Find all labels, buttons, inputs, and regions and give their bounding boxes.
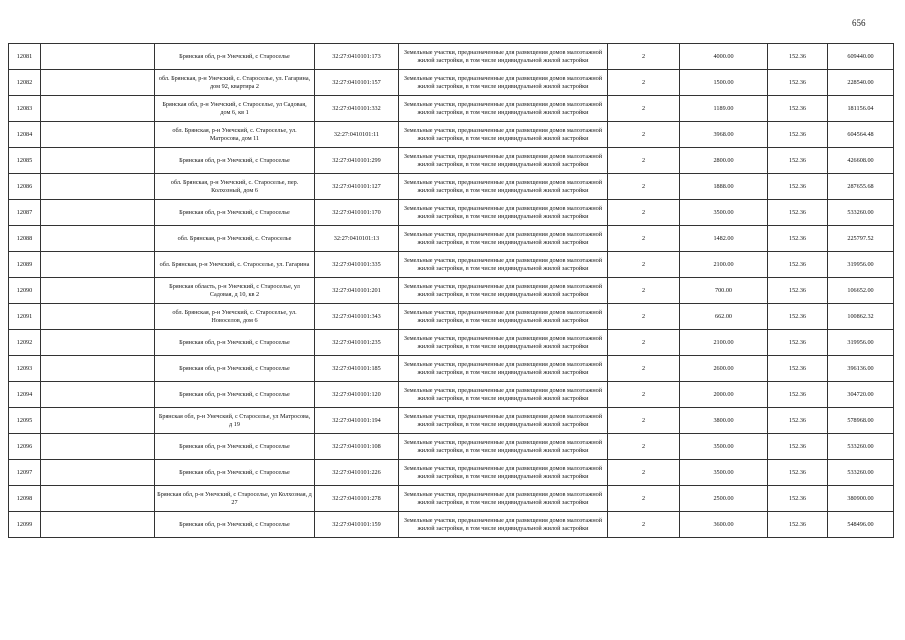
land-use-cell: Земельные участки, предназначенные для размещения домов малоэтажной жилой застройки, в том числе индивидуальной жилой застройки (399, 434, 608, 460)
spacer-cell (41, 460, 155, 486)
specific-value-cell: 152.36 (768, 96, 828, 122)
cadastral-number-cell: 32:27:0410101:185 (315, 356, 399, 382)
area-cell: 2100.00 (680, 330, 768, 356)
address-cell: обл. Брянская, р-н Унечский, с. Староселье, ул. Гагарина, дом 92, квартира 2 (155, 70, 315, 96)
spacer-cell (41, 304, 155, 330)
category-cell: 2 (608, 434, 680, 460)
address-cell: обл. Брянская, р-н Унечский, с. Староселье, ул. Гагарина (155, 252, 315, 278)
land-use-cell: Земельные участки, предназначенные для размещения домов малоэтажной жилой застройки, в том числе индивидуальной жилой застройки (399, 70, 608, 96)
table-row (9, 122, 894, 148)
row-number-cell: 12082 (9, 70, 41, 96)
category-cell: 2 (608, 96, 680, 122)
area-cell: 1189.00 (680, 96, 768, 122)
area-cell: 1888.00 (680, 174, 768, 200)
cadastral-number-cell: 32:27:0410101:170 (315, 200, 399, 226)
address-cell: Брянская обл, р-н Унечский, с Староселье, ул Колхозная, д 27 (155, 486, 315, 512)
address-cell: обл. Брянская, р-н Унечский, с. Староселье (155, 226, 315, 252)
table-row (9, 278, 894, 304)
specific-value-cell: 152.36 (768, 408, 828, 434)
table-row (9, 252, 894, 278)
specific-value-cell: 152.36 (768, 434, 828, 460)
cadastral-value-cell: 106652.00 (828, 278, 894, 304)
land-use-cell: Земельные участки, предназначенные для размещения домов малоэтажной жилой застройки, в том числе индивидуальной жилой застройки (399, 252, 608, 278)
specific-value-cell: 152.36 (768, 278, 828, 304)
area-cell: 1482.00 (680, 226, 768, 252)
row-number-cell: 12099 (9, 512, 41, 538)
table-body (9, 44, 894, 538)
row-number-cell: 12083 (9, 96, 41, 122)
cadastral-number-cell: 32:27:0410101:157 (315, 70, 399, 96)
spacer-cell (41, 200, 155, 226)
row-number-cell: 12094 (9, 382, 41, 408)
row-number-cell: 12086 (9, 174, 41, 200)
cadastral-value-cell: 609440.00 (828, 44, 894, 70)
address-cell: обл. Брянская, р-н Унечский, с. Староселье, ул. Новоселов, дом 6 (155, 304, 315, 330)
category-cell: 2 (608, 486, 680, 512)
cadastral-value-cell: 304720.00 (828, 382, 894, 408)
cadastral-number-cell: 32:27:0410101:159 (315, 512, 399, 538)
cadastral-value-cell: 319956.00 (828, 252, 894, 278)
address-cell: Брянская обл, р-н Унечский, с Староселье, ул Садовая, дом 6, кв 1 (155, 96, 315, 122)
cadastral-number-cell: 32:27:0410101:299 (315, 148, 399, 174)
table-row (9, 96, 894, 122)
cadastral-number-cell: 32:27:0410101:13 (315, 226, 399, 252)
spacer-cell (41, 512, 155, 538)
land-use-cell: Земельные участки, предназначенные для размещения домов малоэтажной жилой застройки, в том числе индивидуальной жилой застройки (399, 148, 608, 174)
spacer-cell (41, 148, 155, 174)
cadastral-value-cell: 533260.00 (828, 460, 894, 486)
spacer-cell (41, 434, 155, 460)
category-cell: 2 (608, 44, 680, 70)
row-number-cell: 12093 (9, 356, 41, 382)
address-cell: Брянская обл, р-н Унечский, с Староселье (155, 148, 315, 174)
category-cell: 2 (608, 122, 680, 148)
cadastral-number-cell: 32:27:0410101:335 (315, 252, 399, 278)
table-row (9, 512, 894, 538)
specific-value-cell: 152.36 (768, 44, 828, 70)
land-use-cell: Земельные участки, предназначенные для размещения домов малоэтажной жилой застройки, в том числе индивидуальной жилой застройки (399, 382, 608, 408)
land-use-cell: Земельные участки, предназначенные для размещения домов малоэтажной жилой застройки, в том числе индивидуальной жилой застройки (399, 460, 608, 486)
table-row (9, 44, 894, 70)
category-cell: 2 (608, 70, 680, 96)
row-number-cell: 12085 (9, 148, 41, 174)
table-row (9, 382, 894, 408)
spacer-cell (41, 226, 155, 252)
specific-value-cell: 152.36 (768, 382, 828, 408)
specific-value-cell: 152.36 (768, 226, 828, 252)
area-cell: 3600.00 (680, 512, 768, 538)
specific-value-cell: 152.36 (768, 304, 828, 330)
specific-value-cell: 152.36 (768, 70, 828, 96)
category-cell: 2 (608, 200, 680, 226)
cadastral-value-cell: 396136.00 (828, 356, 894, 382)
spacer-cell (41, 44, 155, 70)
row-number-cell: 12089 (9, 252, 41, 278)
row-number-cell: 12098 (9, 486, 41, 512)
specific-value-cell: 152.36 (768, 148, 828, 174)
spacer-cell (41, 96, 155, 122)
table-row (9, 200, 894, 226)
land-use-cell: Земельные участки, предназначенные для размещения домов малоэтажной жилой застройки, в том числе индивидуальной жилой застройки (399, 512, 608, 538)
row-number-cell: 12088 (9, 226, 41, 252)
land-use-cell: Земельные участки, предназначенные для размещения домов малоэтажной жилой застройки, в том числе индивидуальной жилой застройки (399, 174, 608, 200)
row-number-cell: 12084 (9, 122, 41, 148)
address-cell: Брянская обл, р-н Унечский, с Староселье (155, 434, 315, 460)
cadastral-number-cell: 32:27:0410101:332 (315, 96, 399, 122)
area-cell: 3968.00 (680, 122, 768, 148)
table-row (9, 486, 894, 512)
area-cell: 4000.00 (680, 44, 768, 70)
address-cell: обл. Брянская, р-н Унечский, с. Староселье, пер. Колхозный, дом 6 (155, 174, 315, 200)
area-cell: 3800.00 (680, 408, 768, 434)
cadastral-value-cell: 533260.00 (828, 200, 894, 226)
cadastral-value-cell: 604564.48 (828, 122, 894, 148)
specific-value-cell: 152.36 (768, 252, 828, 278)
address-cell: Брянская обл, р-н Унечский, с Староселье, ул Матросова, д 19 (155, 408, 315, 434)
address-cell: Брянская обл, р-н Унечский, с Староселье (155, 44, 315, 70)
land-use-cell: Земельные участки, предназначенные для размещения домов малоэтажной жилой застройки, в том числе индивидуальной жилой застройки (399, 44, 608, 70)
table-row (9, 304, 894, 330)
cadastral-value-cell: 228540.00 (828, 70, 894, 96)
category-cell: 2 (608, 278, 680, 304)
table-row (9, 460, 894, 486)
area-cell: 3500.00 (680, 460, 768, 486)
land-use-cell: Земельные участки, предназначенные для размещения домов малоэтажной жилой застройки, в том числе индивидуальной жилой застройки (399, 96, 608, 122)
address-cell: Брянская область, р-н Унечский, с Староселье, ул Садовая, д 10, кв 2 (155, 278, 315, 304)
table-row (9, 226, 894, 252)
cadastral-value-cell: 380900.00 (828, 486, 894, 512)
cadastral-value-cell: 319956.00 (828, 330, 894, 356)
cadastral-value-cell: 578968.00 (828, 408, 894, 434)
row-number-cell: 12090 (9, 278, 41, 304)
category-cell: 2 (608, 174, 680, 200)
cadastral-number-cell: 32:27:0410101:235 (315, 330, 399, 356)
category-cell: 2 (608, 408, 680, 434)
category-cell: 2 (608, 148, 680, 174)
category-cell: 2 (608, 330, 680, 356)
cadastral-value-cell: 287655.68 (828, 174, 894, 200)
row-number-cell: 12091 (9, 304, 41, 330)
table-row (9, 148, 894, 174)
spacer-cell (41, 382, 155, 408)
cadastral-number-cell: 32:27:0410101:127 (315, 174, 399, 200)
specific-value-cell: 152.36 (768, 512, 828, 538)
category-cell: 2 (608, 460, 680, 486)
cadastral-value-cell: 100862.32 (828, 304, 894, 330)
land-use-cell: Земельные участки, предназначенные для размещения домов малоэтажной жилой застройки, в том числе индивидуальной жилой застройки (399, 356, 608, 382)
cadastral-value-cell: 426608.00 (828, 148, 894, 174)
area-cell: 2500.00 (680, 486, 768, 512)
specific-value-cell: 152.36 (768, 122, 828, 148)
category-cell: 2 (608, 226, 680, 252)
spacer-cell (41, 70, 155, 96)
spacer-cell (41, 330, 155, 356)
area-cell: 1500.00 (680, 70, 768, 96)
cadastral-number-cell: 32:27:0410101:278 (315, 486, 399, 512)
land-register-table (8, 43, 894, 538)
row-number-cell: 12092 (9, 330, 41, 356)
cadastral-number-cell: 32:27:0410101:11 (315, 122, 399, 148)
spacer-cell (41, 174, 155, 200)
land-use-cell: Земельные участки, предназначенные для размещения домов малоэтажной жилой застройки, в том числе индивидуальной жилой застройки (399, 486, 608, 512)
page-number: 656 (852, 18, 866, 28)
specific-value-cell: 152.36 (768, 356, 828, 382)
specific-value-cell: 152.36 (768, 486, 828, 512)
area-cell: 700.00 (680, 278, 768, 304)
specific-value-cell: 152.36 (768, 460, 828, 486)
cadastral-number-cell: 32:27:0410101:343 (315, 304, 399, 330)
specific-value-cell: 152.36 (768, 330, 828, 356)
category-cell: 2 (608, 512, 680, 538)
spacer-cell (41, 252, 155, 278)
land-use-cell: Земельные участки, предназначенные для размещения домов малоэтажной жилой застройки, в том числе индивидуальной жилой застройки (399, 408, 608, 434)
area-cell: 662.00 (680, 304, 768, 330)
cadastral-value-cell: 225797.52 (828, 226, 894, 252)
specific-value-cell: 152.36 (768, 174, 828, 200)
table-row (9, 434, 894, 460)
category-cell: 2 (608, 382, 680, 408)
area-cell: 2800.00 (680, 148, 768, 174)
area-cell: 2100.00 (680, 252, 768, 278)
address-cell: Брянская обл, р-н Унечский, с Староселье (155, 200, 315, 226)
cadastral-number-cell: 32:27:0410101:120 (315, 382, 399, 408)
spacer-cell (41, 122, 155, 148)
table-row (9, 330, 894, 356)
table-row (9, 174, 894, 200)
cadastral-value-cell: 181156.04 (828, 96, 894, 122)
land-use-cell: Земельные участки, предназначенные для размещения домов малоэтажной жилой застройки, в том числе индивидуальной жилой застройки (399, 122, 608, 148)
row-number-cell: 12097 (9, 460, 41, 486)
address-cell: Брянская обл, р-н Унечский, с Староселье (155, 460, 315, 486)
land-use-cell: Земельные участки, предназначенные для размещения домов малоэтажной жилой застройки, в том числе индивидуальной жилой застройки (399, 330, 608, 356)
row-number-cell: 12096 (9, 434, 41, 460)
land-use-cell: Земельные участки, предназначенные для размещения домов малоэтажной жилой застройки, в том числе индивидуальной жилой застройки (399, 226, 608, 252)
row-number-cell: 12087 (9, 200, 41, 226)
table-row (9, 70, 894, 96)
address-cell: Брянская обл, р-н Унечский, с Староселье (155, 382, 315, 408)
address-cell: обл. Брянская, р-н Унечский, с. Староселье, ул. Матросова, дом 11 (155, 122, 315, 148)
cadastral-number-cell: 32:27:0410101:194 (315, 408, 399, 434)
address-cell: Брянская обл, р-н Унечский, с Староселье (155, 330, 315, 356)
cadastral-number-cell: 32:27:0410101:201 (315, 278, 399, 304)
land-use-cell: Земельные участки, предназначенные для размещения домов малоэтажной жилой застройки, в том числе индивидуальной жилой застройки (399, 304, 608, 330)
cadastral-value-cell: 548496.00 (828, 512, 894, 538)
category-cell: 2 (608, 356, 680, 382)
row-number-cell: 12081 (9, 44, 41, 70)
area-cell: 2000.00 (680, 382, 768, 408)
table-row (9, 356, 894, 382)
area-cell: 2600.00 (680, 356, 768, 382)
spacer-cell (41, 278, 155, 304)
address-cell: Брянская обл, р-н Унечский, с Староселье (155, 512, 315, 538)
spacer-cell (41, 486, 155, 512)
area-cell: 3500.00 (680, 434, 768, 460)
area-cell: 3500.00 (680, 200, 768, 226)
address-cell: Брянская обл, р-н Унечский, с Староселье (155, 356, 315, 382)
specific-value-cell: 152.36 (768, 200, 828, 226)
row-number-cell: 12095 (9, 408, 41, 434)
table-row (9, 408, 894, 434)
cadastral-number-cell: 32:27:0410101:108 (315, 434, 399, 460)
category-cell: 2 (608, 252, 680, 278)
category-cell: 2 (608, 304, 680, 330)
spacer-cell (41, 408, 155, 434)
land-use-cell: Земельные участки, предназначенные для размещения домов малоэтажной жилой застройки, в том числе индивидуальной жилой застройки (399, 200, 608, 226)
cadastral-number-cell: 32:27:0410101:226 (315, 460, 399, 486)
cadastral-value-cell: 533260.00 (828, 434, 894, 460)
cadastral-number-cell: 32:27:0410101:173 (315, 44, 399, 70)
land-use-cell: Земельные участки, предназначенные для размещения домов малоэтажной жилой застройки, в том числе индивидуальной жилой застройки (399, 278, 608, 304)
spacer-cell (41, 356, 155, 382)
